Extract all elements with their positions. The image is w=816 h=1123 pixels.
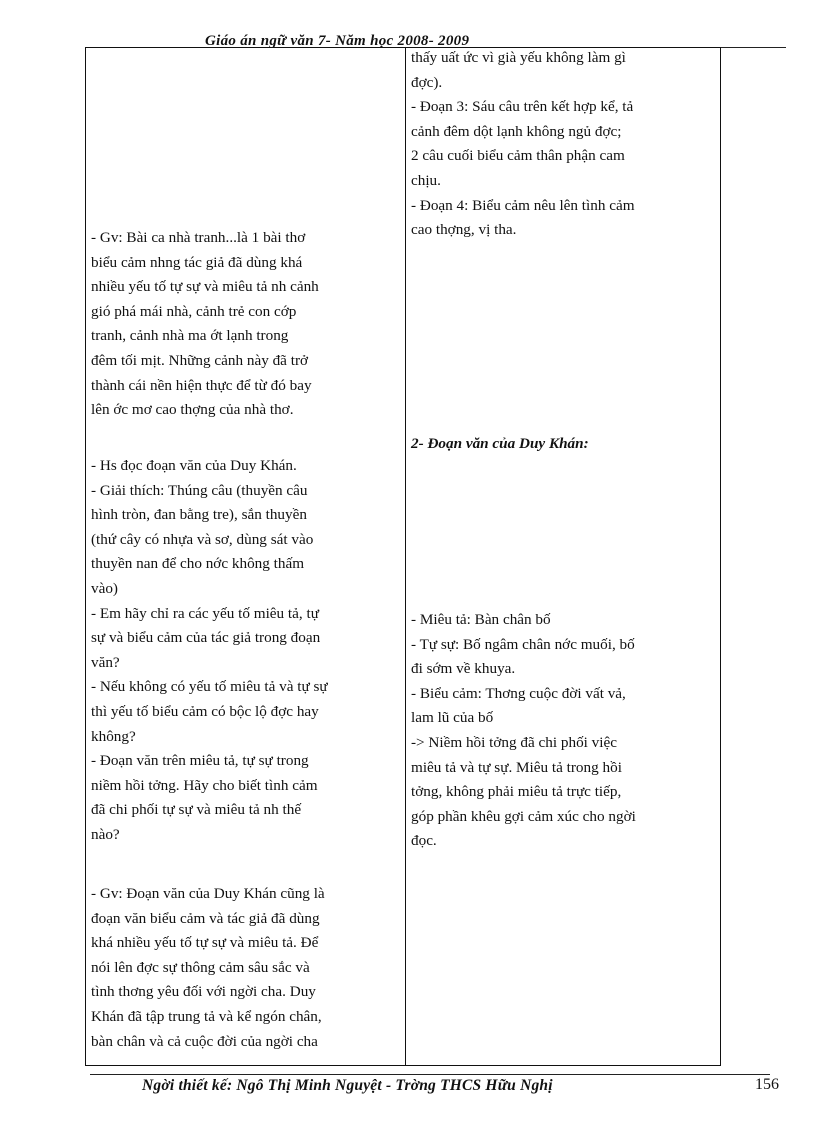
text-line: - Miêu tả: Bàn chân bố bbox=[411, 611, 551, 628]
text-line: -> Niềm hồi tởng đã chi phối việc bbox=[411, 733, 617, 751]
text-line: đi sớm về khuya. bbox=[411, 660, 516, 678]
text-line: - Biểu cảm: Thơng cuộc đời vất vả, bbox=[411, 684, 626, 702]
text-line: - Em hãy chỉ ra các yếu tố miêu tả, tự bbox=[91, 604, 319, 622]
text-line: chịu. bbox=[411, 171, 441, 189]
text-line: biểu cảm nhng tác giả đã dùng khá bbox=[91, 253, 303, 271]
page-number: 156 bbox=[755, 1076, 779, 1093]
right-block-continuation bbox=[411, 46, 716, 243]
text-line: - Giải thích: Thúng câu (thuyền câu bbox=[91, 481, 308, 499]
text-line: đoạn văn biểu cảm và tác giả đã dùng bbox=[91, 909, 320, 927]
text-line: tình thơng yêu đối với ngời cha. Duy bbox=[91, 983, 316, 1001]
text-line: không? bbox=[91, 727, 136, 745]
text-line: - Gv: Đoạn văn của Duy Khán cũng là bbox=[91, 885, 325, 902]
text-line: đã chi phối tự sự và miêu tả nh thế bbox=[91, 801, 302, 819]
text-line: thấy uất ức vì già yếu không làm gì bbox=[411, 49, 626, 66]
text-line: cảnh đêm dột lạnh không ngủ đợc; bbox=[411, 122, 622, 140]
text-line: thuyền nan để cho nớc không thấm bbox=[91, 555, 305, 573]
text-line: tranh, cảnh nhà ma ớt lạnh trong bbox=[91, 327, 289, 345]
text-line: sự và biểu cảm của tác giả trong đoạn bbox=[91, 629, 321, 647]
footer-rule bbox=[90, 1074, 770, 1075]
text-line: văn? bbox=[91, 653, 120, 671]
text-line: khá nhiều yếu tố tự sự và miêu tả. Để bbox=[91, 934, 319, 952]
text-line: - Đoạn văn trên miêu tả, tự sự trong bbox=[91, 752, 309, 770]
left-block-questions bbox=[91, 454, 398, 848]
text-line: nhiều yếu tố tự sự và miêu tả nh cảnh bbox=[91, 278, 319, 296]
text-line: thì yếu tố biểu cảm có bộc lộ đợc hay bbox=[91, 702, 319, 720]
page-footer bbox=[90, 1068, 786, 1098]
text-line: miêu tả và tự sự. Miêu tả trong hồi bbox=[411, 758, 622, 776]
right-block-analysis bbox=[411, 608, 716, 854]
text-line: thành cái nền hiện thực để từ đó bay bbox=[91, 376, 312, 394]
text-line: - Tự sự: Bố ngâm chân nớc muối, bố bbox=[411, 635, 635, 653]
text-line: nào? bbox=[91, 825, 120, 843]
text-line: Khán đã tập trung tả và kể ngón chân, bbox=[91, 1007, 322, 1025]
text-line: niềm hồi tởng. Hãy cho biết tình cảm bbox=[91, 776, 318, 794]
text-line: 2 câu cuối biểu cảm thân phận cam bbox=[411, 147, 625, 165]
text-line: nói lên đợc sự thông cảm sâu sắc và bbox=[91, 958, 310, 976]
text-line: đọc. bbox=[411, 832, 437, 850]
section-heading: 2- Đoạn văn của Duy Khán: bbox=[411, 435, 589, 452]
text-line: đêm tối mịt. Những cảnh này đã trở bbox=[91, 351, 309, 369]
column-divider bbox=[405, 48, 406, 1065]
text-line: - Nếu không có yếu tố miêu tả và tự sự bbox=[91, 678, 328, 696]
text-line: - Đoạn 4: Biểu cảm nêu lên tình cảm bbox=[411, 196, 635, 214]
lesson-table bbox=[85, 47, 721, 1066]
text-line: (thứ cây có nhựa và sơ, dùng sát vào bbox=[91, 530, 314, 548]
text-line: tởng, không phải miêu tả trực tiếp, bbox=[411, 783, 622, 801]
left-block-teacher-note bbox=[91, 226, 398, 423]
text-line: - Gv: Bài ca nhà tranh...là 1 bài thơ bbox=[91, 229, 306, 246]
header-title: Giáo án ngữ văn 7- Năm học 2008- 2009 bbox=[205, 33, 470, 49]
text-line: - Hs đọc đoạn văn của Duy Khán. bbox=[91, 457, 297, 474]
text-line: hình tròn, đan bằng tre), sắn thuyền bbox=[91, 506, 307, 524]
text-line: góp phần khêu gợi cảm xúc cho ngời bbox=[411, 807, 636, 825]
text-line: vào) bbox=[91, 579, 118, 597]
text-line: bàn chân và cả cuộc đời của ngời cha bbox=[91, 1032, 318, 1050]
text-line: cao thợng, vị tha. bbox=[411, 221, 517, 239]
text-line: đợc). bbox=[411, 73, 443, 91]
text-line: lam lũ của bố bbox=[411, 709, 494, 727]
footer-author: Ngời thiết kế: Ngô Thị Minh Nguyệt - Trờng THCS Hữu Nghị bbox=[142, 1077, 553, 1094]
text-line: - Đoạn 3: Sáu câu trên kết hợp kể, tả bbox=[411, 98, 634, 116]
text-line: gió phá mái nhà, cảnh trẻ con cớp bbox=[91, 302, 297, 320]
left-block-teacher-summary bbox=[91, 882, 398, 1054]
text-line: lên ớc mơ cao thợng của nhà thơ. bbox=[91, 401, 294, 419]
